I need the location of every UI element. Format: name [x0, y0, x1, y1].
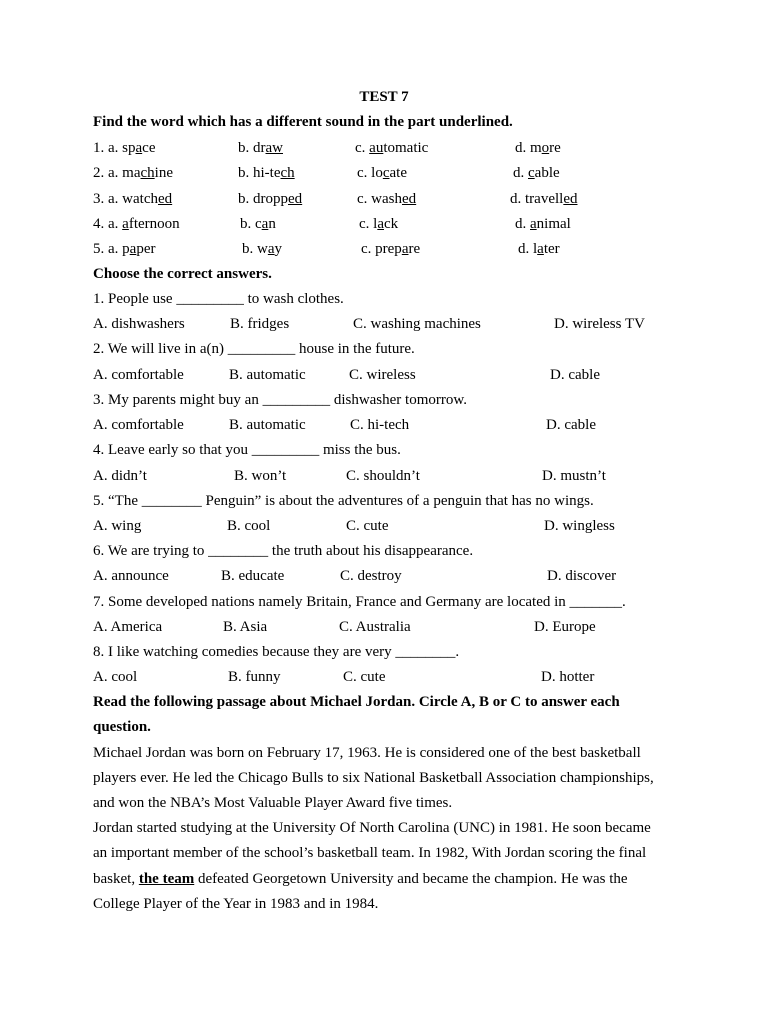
answer-option: D. mustn’t — [542, 468, 606, 484]
answer-option: A. comfortable — [93, 417, 184, 433]
pron-option: d. more — [515, 140, 561, 156]
answer-option: D. cable — [546, 417, 596, 433]
answer-option: D. discover — [547, 568, 617, 584]
answer-option: A. didn’t — [93, 468, 147, 484]
passage-line: and won the NBA’s Most Valuable Player Award five times. — [93, 795, 453, 811]
passage-line: an important member of the school’s basketball team. In 1982, With Jordan scoring the final — [93, 845, 647, 861]
question-6: 6. We are trying to ________ the truth about his disappearance. — [93, 543, 474, 559]
answer-option: D. Europe — [534, 619, 596, 635]
pron-option: d. travelled — [510, 191, 578, 207]
answer-option: C. Australia — [339, 619, 411, 635]
answer-option: A. dishwashers — [93, 316, 185, 332]
answer-option: B. cool — [227, 518, 271, 534]
pron-option: 1. a. space — [93, 140, 156, 156]
pron-option: d. animal — [515, 216, 571, 232]
answer-option: D. cable — [550, 367, 600, 383]
answer-option: B. Asia — [223, 619, 268, 635]
passage-line: players ever. He led the Chicago Bulls to six National Basketball Association championships, — [93, 770, 654, 786]
pron-option: 2. a. machine — [93, 165, 173, 181]
section3-heading: Read the following passage about Michael Jordan. Circle A, B or C to answer each — [93, 694, 620, 710]
passage-line: Jordan started studying at the University Of North Carolina (UNC) in 1981. He soon became — [93, 820, 651, 836]
passage-line: basket, the team defeated Georgetown University and became the champion. He was the — [93, 871, 628, 887]
answer-option: C. cute — [346, 518, 389, 534]
pron-option: 5. a. paper — [93, 241, 156, 257]
answer-option: B. funny — [228, 669, 281, 685]
passage-line: College Player of the Year in 1983 and in 1984. — [93, 896, 379, 912]
question-5: 5. “The ________ Penguin” is about the adventures of a penguin that has no wings. — [93, 493, 594, 509]
answer-option: B. won’t — [234, 468, 287, 484]
pron-option: c. automatic — [355, 140, 429, 156]
answer-option: C. washing machines — [353, 316, 481, 332]
section3-heading-continued: question. — [93, 719, 151, 735]
answer-option: B. educate — [221, 568, 285, 584]
section2-heading: Choose the correct answers. — [93, 266, 272, 282]
answer-option: C. shouldn’t — [346, 468, 420, 484]
question-1: 1. People use _________ to wash clothes. — [93, 291, 344, 307]
answer-option: B. fridges — [230, 316, 290, 332]
underlined-phrase: the team — [138, 871, 195, 887]
pron-option: c. locate — [357, 165, 407, 181]
answer-option: A. wing — [93, 518, 142, 534]
question-2: 2. We will live in a(n) _________ house in the future. — [93, 341, 415, 357]
section1-heading: Find the word which has a different sound in the part underlined. — [93, 114, 513, 130]
question-7: 7. Some developed nations namely Britain, France and Germany are located in _______. — [93, 594, 626, 610]
pron-option: c. prepare — [361, 241, 421, 257]
pron-option: 3. a. watched — [93, 191, 173, 207]
answer-option: C. cute — [343, 669, 386, 685]
pron-option: d. later — [518, 241, 560, 257]
answer-option: A. America — [93, 619, 163, 635]
pron-option: b. hi-tech — [238, 165, 295, 181]
question-8: 8. I like watching comedies because they are very ________. — [93, 644, 460, 660]
answer-option: A. cool — [93, 669, 138, 685]
answer-option: D. wireless TV — [554, 316, 645, 332]
pron-option: b. way — [242, 241, 283, 257]
answer-option: D. hotter — [541, 669, 595, 685]
answer-option: C. destroy — [340, 568, 402, 584]
answer-option: D. wingless — [544, 518, 615, 534]
pron-option: b. draw — [238, 140, 283, 156]
answer-option: B. automatic — [229, 417, 306, 433]
pron-option: c. lack — [359, 216, 399, 232]
pron-option: c. washed — [357, 191, 417, 207]
pron-option: 4. a. afternoon — [93, 216, 180, 232]
answer-option: B. automatic — [229, 367, 306, 383]
question-3: 3. My parents might buy an _________ dishwasher tomorrow. — [93, 392, 467, 408]
answer-option: C. hi-tech — [350, 417, 410, 433]
pron-option: b. dropped — [238, 191, 303, 207]
answer-option: A. announce — [93, 568, 169, 584]
test-title: TEST 7 — [359, 89, 409, 105]
answer-option: A. comfortable — [93, 367, 184, 383]
pron-option: d. cable — [513, 165, 560, 181]
pron-option: b. can — [240, 216, 276, 232]
answer-option: C. wireless — [349, 367, 416, 383]
question-4: 4. Leave early so that you _________ miss the bus. — [93, 442, 401, 458]
passage-line: Michael Jordan was born on February 17, 1963. He is considered one of the best basketball — [93, 745, 641, 761]
